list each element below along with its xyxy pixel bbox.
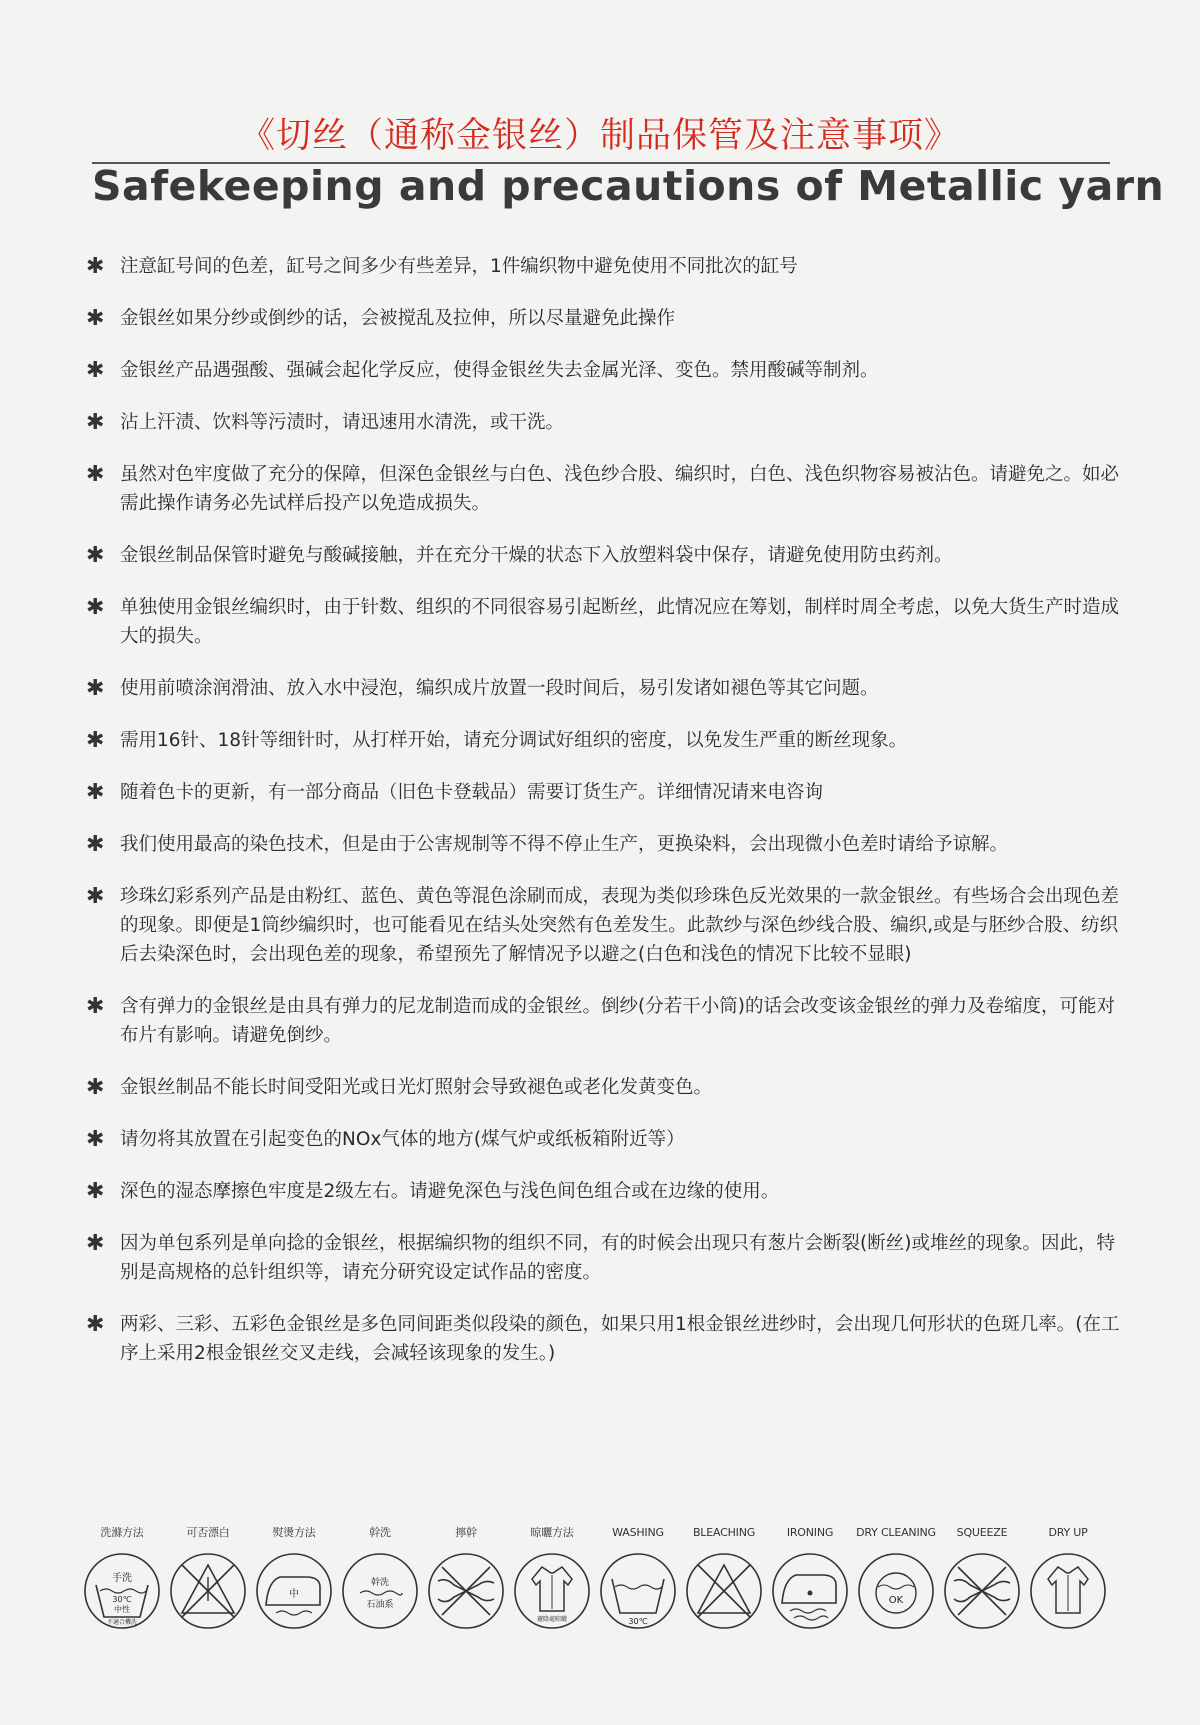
care-symbol: DRY CLEANING OK [854, 1525, 938, 1631]
care-symbol: 洗滌方法 手洗 30℃ 中性 不適合機洗 [80, 1525, 164, 1631]
asterisk-icon: ✱ [86, 884, 105, 909]
list-item: ✱ 含有弹力的金银丝是由具有弹力的尼龙制造而成的金银丝。倒纱(分若干小筒)的话会改变该金银丝的弹力及卷缩度，可能对布片有影响。请避免倒纱。 [86, 994, 1115, 1046]
svg-text:30℃: 30℃ [628, 1617, 648, 1626]
asterisk-icon: ✱ [86, 543, 105, 568]
asterisk-icon: ✱ [86, 595, 105, 620]
list-item: ✱ 深色的湿态摩擦色牢度是2级左右。请避免深色与浅色间色组合或在边缘的使用。 [86, 1179, 780, 1204]
list-item: ✱ 金银丝制品不能长时间受阳光或日光灯照射会导致褪色或老化发黄变色。 [86, 1075, 713, 1100]
list-item: ✱ 随着色卡的更新，有一部分商品（旧色卡登载品）需要订货生产。详细情况请来电咨询 [86, 780, 824, 805]
list-item: ✱ 金银丝如果分纱或倒纱的话，会被搅乱及拉伸，所以尽量避免此操作 [86, 306, 676, 331]
svg-text:中性: 中性 [114, 1605, 130, 1614]
care-symbol: DRY UP [1026, 1525, 1110, 1631]
list-item: ✱ 单独使用金银丝编织时，由于针数、组织的不同很容易引起断丝，此情况应在筹划，制样时周全考虑，以免大货生产时造成大的损失。 [86, 595, 1120, 647]
care-symbol: 可否漂白 [166, 1525, 250, 1631]
no-squeeze-icon [942, 1551, 1022, 1631]
no-wring-icon [426, 1551, 506, 1631]
asterisk-icon: ✱ [86, 728, 105, 753]
list-item: ✱ 金银丝制品保管时避免与酸碱接触，并在充分干燥的状态下入放塑料袋中保存，请避免使用防虫药剂。 [86, 543, 953, 568]
dry-clean-petroleum-icon [340, 1551, 420, 1631]
asterisk-icon: ✱ [86, 676, 105, 701]
wash-30-icon [598, 1551, 678, 1631]
asterisk-icon: ✱ [86, 410, 105, 435]
care-symbol: WASHING 30℃ [596, 1525, 680, 1631]
precautions-list [86, 252, 1126, 1368]
ironing-icon [770, 1551, 850, 1631]
asterisk-icon: ✱ [86, 832, 105, 857]
care-symbol: IRONING [768, 1525, 852, 1631]
shade-dry-icon [512, 1551, 592, 1631]
list-item: ✱ 金银丝产品遇强酸、强碱会起化学反应，使得金银丝失去金属光泽、变色。禁用酸碱等制剂。 [86, 358, 879, 383]
list-item: ✱ 因为单包系列是单向捻的金银丝，根据编织物的组织不同，有的时候会出现只有葱片会断裂(断丝)或堆丝的现象。因此，特别是高规格的总针组织等，请充分研究设定试作品的密度。 [86, 1231, 1115, 1283]
chinese-title: 《切丝（通称金银丝）制品保管及注意事项》 [239, 116, 960, 156]
asterisk-icon: ✱ [86, 1312, 105, 1337]
list-item: ✱ 我们使用最高的染色技术，但是由于公害规制等不得不停止生产，更换染料，会出现微小色差时请给予谅解。 [86, 832, 1009, 857]
dry-cleaning-ok-icon [856, 1551, 936, 1631]
svg-text:手洗: 手洗 [112, 1573, 132, 1584]
asterisk-icon: ✱ [86, 1179, 105, 1204]
svg-text:幹洗: 幹洗 [370, 1578, 390, 1588]
svg-text:避陰處晾曬: 避陰處晾曬 [536, 1616, 568, 1623]
list-item: ✱ 注意缸号间的色差，缸号之间多少有些差异，1件编织物中避免使用不同批次的缸号 [86, 254, 798, 279]
asterisk-icon: ✱ [86, 994, 105, 1019]
asterisk-icon: ✱ [86, 254, 105, 279]
care-symbol: SQUEEZE [940, 1525, 1024, 1631]
asterisk-icon: ✱ [86, 1127, 105, 1152]
asterisk-icon: ✱ [86, 1075, 105, 1100]
list-item: ✱ 请勿将其放置在引起变色的NOx气体的地方(煤气炉或纸板箱附近等） [86, 1127, 685, 1152]
list-item: ✱ 需用16针、18针等细针时，从打样开始，请充分调试好组织的密度，以免发生严重的断丝现象。 [86, 728, 908, 753]
iron-medium-icon [254, 1551, 334, 1631]
english-title: Safekeeping and precautions of Metallic yarn [92, 162, 1165, 210]
asterisk-icon: ✱ [86, 358, 105, 383]
asterisk-icon: ✱ [86, 780, 105, 805]
asterisk-icon: ✱ [86, 306, 105, 331]
care-symbols-legend [80, 1525, 1130, 1645]
list-item: ✱ 珍珠幻彩系列产品是由粉红、蓝色、黄色等混色涂刷而成，表现为类似珍珠色反光效果的一款金银丝。有些场合会出现色差的现象。即便是1筒纱编织时，也可能看见在结头处突然有色差发生。此款纱与深色纱线合股、编织,或是与胚纱合股、纺织后去染深色时，会出现色差的现象，希望预先了解情况予以避之(白色和浅色的情况下比较不显眼) [86, 884, 1120, 965]
list-item: ✱ 沾上汗渍、饮料等污渍时，请迅速用水清洗，或干洗。 [86, 410, 565, 435]
svg-text:中: 中 [289, 1589, 299, 1600]
asterisk-icon: ✱ [86, 462, 105, 487]
list-item: ✱ 虽然对色牢度做了充分的保障，但深色金银丝与白色、浅色纱合股、编织时，白色、浅色织物容易被沾色。请避免之。如必需此操作请务必先试样后投产以免造成损失。 [86, 462, 1120, 514]
dry-up-icon [1028, 1551, 1108, 1631]
svg-text:30℃: 30℃ [112, 1595, 132, 1604]
hand-wash-icon [82, 1551, 162, 1631]
asterisk-icon: ✱ [86, 1231, 105, 1256]
svg-text:石油系: 石油系 [366, 1600, 394, 1610]
svg-text:不適合機洗: 不適合機洗 [106, 1619, 138, 1626]
care-symbol: 幹洗 幹洗 石油系 [338, 1525, 422, 1631]
care-symbol: 熨燙方法 中 [252, 1525, 336, 1631]
svg-text:OK: OK [888, 1595, 904, 1606]
list-item: ✱ 使用前喷涂润滑油、放入水中浸泡，编织成片放置一段时间后，易引发诸如褪色等其它问题。 [86, 676, 879, 701]
list-item: ✱ 两彩、三彩、五彩色金银丝是多色同间距类似段染的颜色，如果只用1根金银丝进纱时，会出现几何形状的色斑几率。(在工序上采用2根金银丝交叉走线，会减轻该现象的发生。) [86, 1312, 1120, 1364]
no-bleach-icon [168, 1551, 248, 1631]
care-symbol: 晾曬方法 避陰處晾曬 [510, 1525, 594, 1631]
care-symbol: BLEACHING [682, 1525, 766, 1631]
care-symbol: 擰幹 [424, 1525, 508, 1631]
no-bleaching-icon [684, 1551, 764, 1631]
